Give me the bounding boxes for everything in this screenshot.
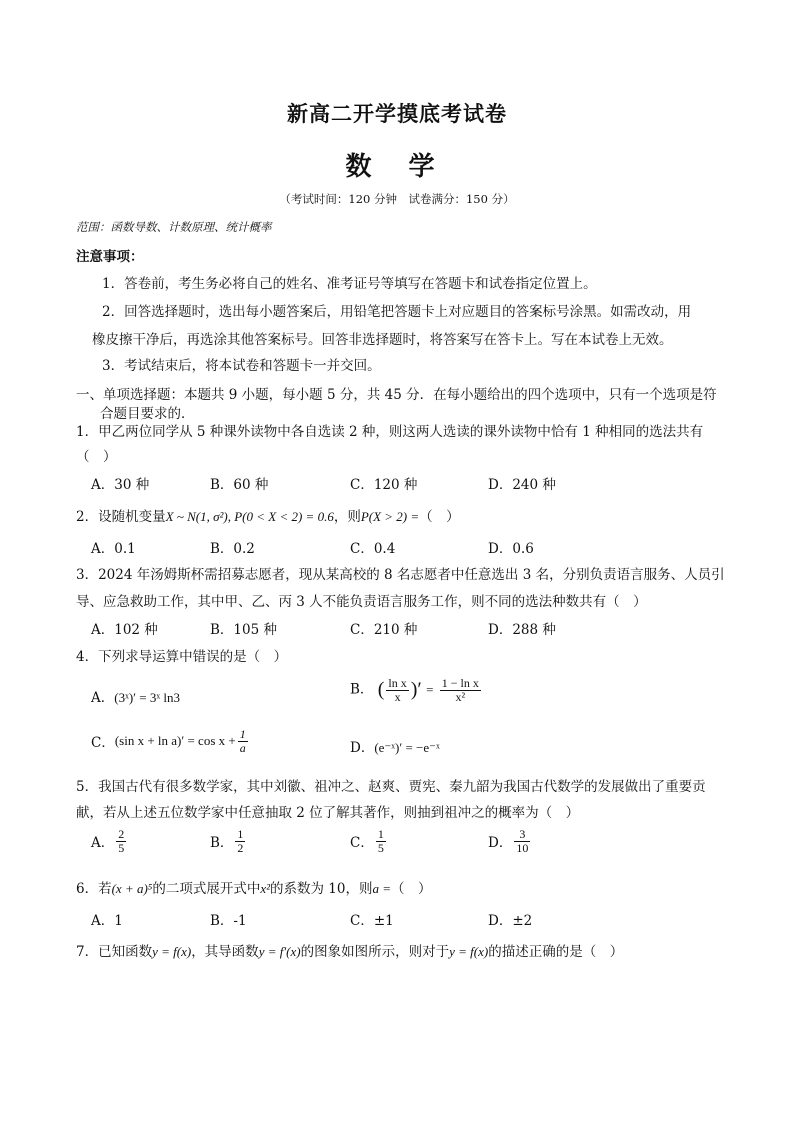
question-4-option-d-label: D． xyxy=(350,740,375,756)
question-5-option-c-den: 5 xyxy=(377,840,384,855)
question-6-option-c: C．±1 xyxy=(350,913,394,929)
section-heading-continued: 合题目要求的． xyxy=(100,406,195,422)
question-5-option-d-label: D． xyxy=(488,835,513,852)
question-6-formula-2: a = xyxy=(372,881,392,896)
question-4-option-b-left-num: ln x xyxy=(388,676,407,690)
question-5-option-b-label: B． xyxy=(210,835,234,852)
question-4-option-c xyxy=(91,728,250,754)
question-4-option-a xyxy=(91,686,180,706)
question-6-mid: 的二项式展开式中 xyxy=(152,881,261,897)
notice-item: 3．考试结束后，将本试卷和答题卡一并交回。 xyxy=(102,358,381,374)
section-heading: 一、单项选择题：本题共 9 小题，每小题 5 分，共 45 分．在每小题给出的四个选项中，只有一个选项是符 xyxy=(76,387,717,403)
question-3-option-c: C．210 种 xyxy=(350,622,418,638)
question-6-prefix: 6．若 xyxy=(76,881,112,897)
question-4-stem: 4．下列求导运算中错误的是（ ） xyxy=(76,649,288,665)
question-3-stem-continued: 导、应急救助工作，其中甲、乙、丙 3 人不能负责语言服务工作，则不同的选法种数共有（ ） xyxy=(76,594,647,610)
question-2-stem xyxy=(76,505,460,525)
question-4-option-c-den: a xyxy=(239,740,246,755)
subject-title: 数 学 xyxy=(345,152,449,182)
question-3-stem: 3．2024 年汤姆斯杯需招募志愿者，现从某高校的 8 名志愿者中任意选出 3 名，分别负责语言服务、人员引 xyxy=(76,567,725,583)
question-5-option-c xyxy=(350,828,388,854)
question-6-stem xyxy=(76,877,432,897)
question-1-option-d: D．240 种 xyxy=(488,477,556,493)
question-7-function: y = f(x) xyxy=(152,944,192,959)
question-2-option-b: B．0.2 xyxy=(210,541,255,557)
question-7-suffix: 的描述正确的是（ ） xyxy=(488,944,624,960)
question-4-option-b: B． ( $\frac{\text{ln x}}{x}$ )′ = $\frac{\text{1 − ln x}}{\text{x²}}$ xyxy=(350,676,479,704)
question-5-option-c-label: C． xyxy=(350,835,374,852)
question-5-option-a-num: 2 xyxy=(118,827,125,841)
question-7-function-2: y = f(x) xyxy=(449,944,489,959)
exam-info: （考试时间：120 分钟 试卷满分：150 分） xyxy=(279,192,515,206)
exam-title: 新高二开学摸底考试卷 xyxy=(287,101,507,126)
question-7-stem xyxy=(76,940,623,960)
question-4-option-c-formula: (sin x + ln a)′ = cos x + xyxy=(114,733,236,749)
question-4-option-b-right-num: 1 − ln x xyxy=(441,676,479,690)
question-2-mid: ，则 xyxy=(333,509,361,525)
question-5-option-b-den: 2 xyxy=(237,840,244,855)
question-1-option-b: B．60 种 xyxy=(210,477,269,493)
question-5-option-b xyxy=(210,828,247,854)
question-6-option-b: B．-1 xyxy=(210,913,247,929)
question-5-option-a xyxy=(91,828,128,854)
question-5-stem-continued: 献，若从上述五位数学家中任意抽取 2 位了解其著作，则抽到祖冲之的概率为（ ） xyxy=(76,805,580,821)
question-6-formula: (x + a)⁵ xyxy=(111,881,153,896)
question-7-mid-2: 的图象如图所示，则对于 xyxy=(300,944,450,960)
question-4-option-a-label: A． xyxy=(91,690,115,706)
notice-item: 2．回答选择题时，选出每小题答案后，用铅笔把答题卡上对应题目的答案标号涂黑。如需改动，用 xyxy=(102,304,692,320)
question-3-option-a: A．102 种 xyxy=(91,622,158,638)
question-6-option-d: D．±2 xyxy=(488,913,533,929)
question-7-prefix: 7．已知函数 xyxy=(76,944,153,960)
question-6-option-a: A．1 xyxy=(91,913,123,929)
question-5-option-d-den: 10 xyxy=(516,840,529,855)
question-4-option-b-label: B． xyxy=(350,681,374,698)
notice-item-continued: 橡皮擦干净后，再选涂其他答案标号。回答非选择题时，将答案写在答卡上。写在本试卷上无效。 xyxy=(92,332,673,348)
notice-item: 1．答卷前，考生务必将自己的姓名、准考证号等填写在答题卡和试卷指定位置上。 xyxy=(102,276,597,292)
question-3-option-d: D．288 种 xyxy=(488,622,556,638)
question-4-option-b-left-den: x xyxy=(394,689,401,704)
question-1-stem: 1．甲乙两位同学从 5 种课外读物中各自选读 2 种，则这两人选读的课外读物中恰有 1 种相同的选法共有 xyxy=(76,424,704,440)
question-1-option-a: A．30 种 xyxy=(91,477,150,493)
question-2-prefix: 2．设随机变量 xyxy=(76,509,166,525)
question-6-mid-2: 的系数为 10，则 xyxy=(270,881,373,897)
question-2-option-d: D．0.6 xyxy=(488,541,534,557)
question-5-option-a-label: A． xyxy=(91,835,115,852)
question-4-option-c-label: C． xyxy=(91,735,115,752)
question-4-option-d-formula: (e⁻ˣ)′ = −e⁻ˣ xyxy=(374,740,440,755)
question-7-mid: ，其导函数 xyxy=(191,944,259,960)
question-4-option-c-num: 1 xyxy=(239,727,246,741)
question-5-option-c-num: 1 xyxy=(377,827,384,841)
question-6-term: x² xyxy=(260,881,270,896)
question-4-option-d xyxy=(350,736,440,756)
question-7-derivative: y = f′(x) xyxy=(258,944,301,959)
question-5-option-b-num: 1 xyxy=(237,827,244,841)
question-5-option-a-den: 5 xyxy=(118,840,125,855)
question-4-option-b-right-den: x² xyxy=(455,689,466,704)
question-2-suffix: （ ） xyxy=(419,509,460,525)
question-6-suffix: （ ） xyxy=(391,881,432,897)
question-5-option-d-num: 3 xyxy=(514,828,530,842)
question-2-option-c: C．0.4 xyxy=(350,541,396,557)
notice-heading: 注意事项： xyxy=(76,249,144,265)
question-2-formula: X ~ N(1, σ²), P(0 < X < 2) = 0.6 xyxy=(165,509,334,524)
question-5-stem: 5．我国古代有很多数学家，其中刘徽、祖冲之、赵爽、贾宪、秦九韶为我国古代数学的发展做出了重要贡 xyxy=(76,779,706,795)
question-5-option-d xyxy=(488,828,532,854)
question-3-option-b: B．105 种 xyxy=(210,622,277,638)
question-1-blank: （ ） xyxy=(76,449,117,465)
question-4-option-a-formula: (3ˣ)′ = 3ˣ ln3 xyxy=(114,690,180,705)
question-2-option-a: A．0.1 xyxy=(91,541,136,557)
exam-scope: 范围：函数导数、计数原理、统计概率 xyxy=(76,220,272,234)
question-1-option-c: C．120 种 xyxy=(350,477,418,493)
question-2-formula-2: P(X > 2) = xyxy=(360,509,420,524)
